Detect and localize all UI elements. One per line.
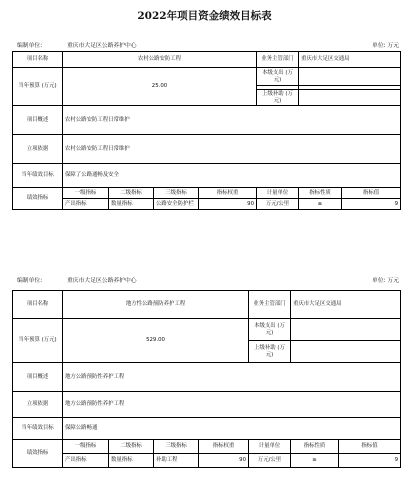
performance-table-1	[12, 51, 401, 210]
header-nature: 指标性质	[299, 188, 342, 199]
subsidy-label: 上级补助 (万元)	[249, 341, 291, 363]
header-weight: 指标权重	[199, 188, 257, 199]
currency-unit: 单位: 万元	[372, 278, 399, 284]
own-value	[299, 68, 401, 86]
dept-value: 重庆市大足区交通局	[291, 291, 401, 319]
basis-label: 立项依据	[13, 135, 63, 164]
goal-value: 保障公路畅通	[63, 418, 401, 440]
overview-value: 农村公路安防工程日常维护	[63, 106, 401, 135]
header-level2: 二级指标	[109, 188, 154, 199]
own-label: 本级支出 (万元)	[257, 68, 299, 86]
row-level3: 公路安全防护栏	[154, 199, 199, 210]
header-value: 指标值	[339, 440, 401, 454]
row-level2: 数量指标	[109, 454, 154, 468]
subsidy-value	[299, 90, 401, 106]
row-level1: 产出指标	[63, 454, 109, 468]
subsidy-label: 上级补助 (万元)	[257, 90, 299, 106]
basis-value: 地方公路预防性养护工程	[63, 392, 401, 418]
overview-label: 项目概述	[13, 363, 63, 392]
row-nature: ≥	[299, 199, 342, 210]
row-nature: ≥	[291, 454, 339, 468]
row-level2: 数量指标	[109, 199, 154, 210]
row-weight: 90	[199, 199, 257, 210]
header-nature: 指标性质	[291, 440, 339, 454]
dept-value: 重庆市大足区交通局	[299, 52, 401, 68]
goal-value: 保障了公路通畅及安全	[63, 164, 401, 188]
basis-label: 立项依据	[13, 392, 63, 418]
header-measure: 计量单位	[249, 440, 291, 454]
header-weight: 指标权重	[199, 440, 249, 454]
row-level3: 补助工程	[154, 454, 199, 468]
performance-table-2	[12, 290, 401, 468]
unit-label: 编制单位:	[17, 278, 43, 284]
budget-value: 25.00	[63, 68, 257, 106]
row-measure: 万元/公里	[257, 199, 299, 210]
indicator-label: 绩效指标	[13, 440, 63, 468]
unit-line-2	[0, 275, 409, 287]
header-level2: 二级指标	[109, 440, 154, 454]
header-value: 指标值	[342, 188, 401, 199]
row-value: 9	[342, 199, 401, 210]
budget-label: 当年预算 (万元)	[13, 68, 63, 106]
page-title: 2022年项目资金绩效目标表	[137, 10, 272, 22]
project-name-label: 项目名称	[13, 52, 63, 68]
own-value	[291, 319, 401, 341]
header-level3: 三级指标	[154, 188, 199, 199]
header-level1: 一级指标	[63, 440, 109, 454]
budget-label: 当年预算 (万元)	[13, 319, 63, 363]
subsidy-value	[291, 341, 401, 363]
basis-value: 农村公路安防工程日常维护	[63, 135, 401, 164]
header-level1: 一级指标	[63, 188, 109, 199]
unit-label: 编制单位:	[17, 43, 43, 49]
unit-value: 重庆市大足区公路养护中心	[67, 43, 137, 49]
project-name-value: 农村公路安防工程	[63, 52, 257, 68]
project-name-label: 项目名称	[13, 291, 63, 319]
dept-label: 业务主管部门	[257, 52, 299, 68]
budget-value: 529.00	[63, 319, 249, 363]
currency-unit: 单位: 万元	[372, 43, 399, 49]
header-level3: 三级指标	[154, 440, 199, 454]
goal-label: 当年绩效目标	[13, 164, 63, 188]
overview-label: 项目概述	[13, 106, 63, 135]
goal-label: 当年绩效目标	[13, 418, 63, 440]
row-measure: 万元/公里	[249, 454, 291, 468]
project-name-value: 地方性公路预防养护工程	[63, 291, 249, 319]
dept-label: 业务主管部门	[249, 291, 291, 319]
overview-value: 地方公路预防性养护工程	[63, 363, 401, 392]
row-value: 9	[339, 454, 401, 468]
own-label: 本级支出 (万元)	[249, 319, 291, 341]
unit-value: 重庆市大足区公路养护中心	[67, 278, 137, 284]
row-weight: 90	[199, 454, 249, 468]
indicator-label: 绩效指标	[13, 188, 63, 210]
row-level1: 产出指标	[63, 199, 109, 210]
header-measure: 计量单位	[257, 188, 299, 199]
